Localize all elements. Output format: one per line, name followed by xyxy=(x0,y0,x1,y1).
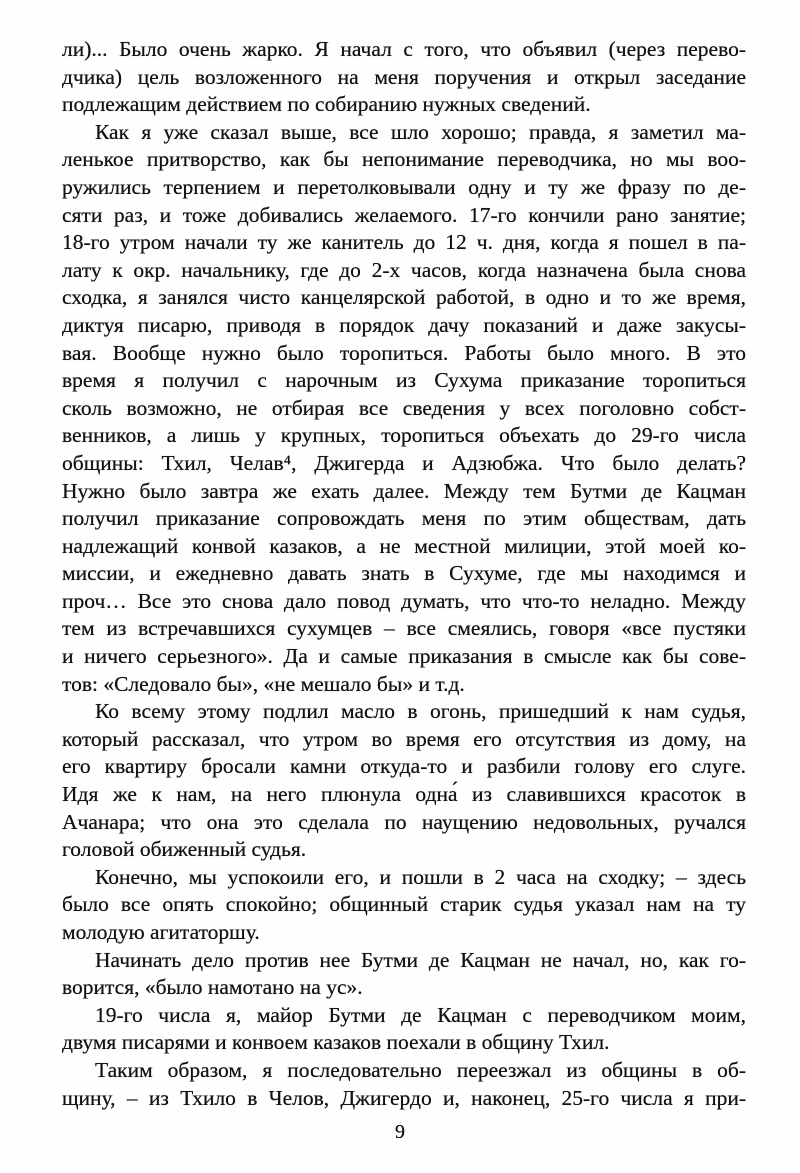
text-line: ленькое притворство, как бы непонимание переводчика, но мы воо- xyxy=(62,147,746,172)
text-line: Идя же к нам, на него плюнула одна́ из славившихся красоток в xyxy=(62,782,746,807)
paragraph xyxy=(62,864,746,947)
text-line: дчика) цель возложенного на меня поручения и открыл заседание xyxy=(62,64,746,89)
text-line: Ко всему этому подлил масло в огонь, пришедший к нам судья, xyxy=(95,699,746,724)
text-line: 18-го утром начали ту же канитель до 12 ч. дня, когда я пошел в па- xyxy=(62,230,746,255)
paragraph xyxy=(62,947,746,1002)
text-line: сколь возможно, не отбирая все сведения у всех поголовно собст- xyxy=(62,395,746,420)
text-line: двумя писарями и конвоем казаков поехали в общину Тхил. xyxy=(62,1030,610,1055)
text-line: ли)... Было очень жарко. Я начал с того, что объявил (через перево- xyxy=(62,37,746,61)
text-line: сяти раз, и тоже добивались желаемого. 17-го кончили рано занятие; xyxy=(62,202,746,227)
page-number: 9 xyxy=(395,1121,405,1143)
text-line: тов: «Следовало бы», «не мешало бы» и т.д. xyxy=(62,671,465,696)
paragraph xyxy=(62,1002,746,1057)
text-line: ворится, «было намотано на ус». xyxy=(62,975,363,1000)
text-line: общины: Тхил, Челав⁴, Джигерда и Адзюбжа. Что было делать? xyxy=(62,450,746,475)
paragraph xyxy=(62,36,746,119)
text-line: Начинать дело против нее Бутми де Кацман не начал, но, как го- xyxy=(95,947,746,972)
paragraph xyxy=(62,119,746,698)
text-line: время я получил с нарочным из Сухума приказание торопиться xyxy=(62,368,746,393)
text-line: венников, а лишь у крупных, торопиться объехать до 29-го числа xyxy=(62,423,746,448)
text-line: надлежащий конвой казаков, а не местной милиции, этой моей ко- xyxy=(62,533,746,558)
text-line: Нужно было завтра же ехать далее. Между тем Бутми де Кацман xyxy=(62,478,746,503)
text-line: Ачанара; что она это сделала по наущению недовольных, ручался xyxy=(62,809,746,834)
text-line: Таким образом, я последовательно переезжал из общины в об- xyxy=(95,1057,746,1082)
text-line: 19-го числа я, майор Бутми де Кацман с переводчиком моим, xyxy=(95,1002,746,1027)
text-line: миссии, и ежедневно давать знать в Сухуме, где мы находимся и xyxy=(62,561,746,586)
text-line: диктуя писарю, приводя в порядок дачу показаний и даже закусы- xyxy=(62,312,746,337)
text-block xyxy=(62,36,746,1112)
text-line: получил приказание сопровождать меня по этим обществам, дать xyxy=(62,506,746,531)
text-line: подлежащим действием по собиранию нужных сведений. xyxy=(62,92,591,117)
text-line: Как я уже сказал выше, все шло хорошо; правда, я заметил ма- xyxy=(95,119,746,144)
text-line: проч… Все это снова дало повод думать, что что-то неладно. Между xyxy=(62,588,746,613)
text-line: его квартиру бросали камни откуда-то и разбили голову его слуге. xyxy=(62,754,746,779)
text-line: тем из встречавшихся сухумцев – все смеялись, говоря «все пустяки xyxy=(62,616,746,641)
text-line: и ничего серьезного». Да и самые приказания в смысле как бы сове- xyxy=(62,644,746,669)
text-line: головой обиженный судья. xyxy=(62,837,307,862)
text-line: молодую агитаторшу. xyxy=(62,920,260,944)
text-line: Конечно, мы успокоили его, и пошли в 2 часа на сходку; – здесь xyxy=(95,864,746,889)
text-line: сходка, я занялся чисто канцелярской работой, в одно и то же время, xyxy=(62,285,746,310)
text-line: щину, – из Тхило в Челов, Джигердо и, наконец, 25-го числа я при- xyxy=(62,1085,746,1110)
text-line: вая. Вообще нужно было торопиться. Работы было много. В это xyxy=(62,340,746,365)
text-line: было все опять спокойно; общинный старик судья указал нам на ту xyxy=(62,892,746,917)
paragraph xyxy=(62,698,746,864)
paragraph xyxy=(62,1057,746,1112)
text-line: который рассказал, что утром во время его отсутствия из дому, на xyxy=(62,726,746,751)
text-line: лату к окр. начальнику, где до 2-х часов, когда назначена была снова xyxy=(62,257,746,282)
text-line: ружились терпением и перетолковывали одну и ту же фразу по де- xyxy=(62,174,746,199)
